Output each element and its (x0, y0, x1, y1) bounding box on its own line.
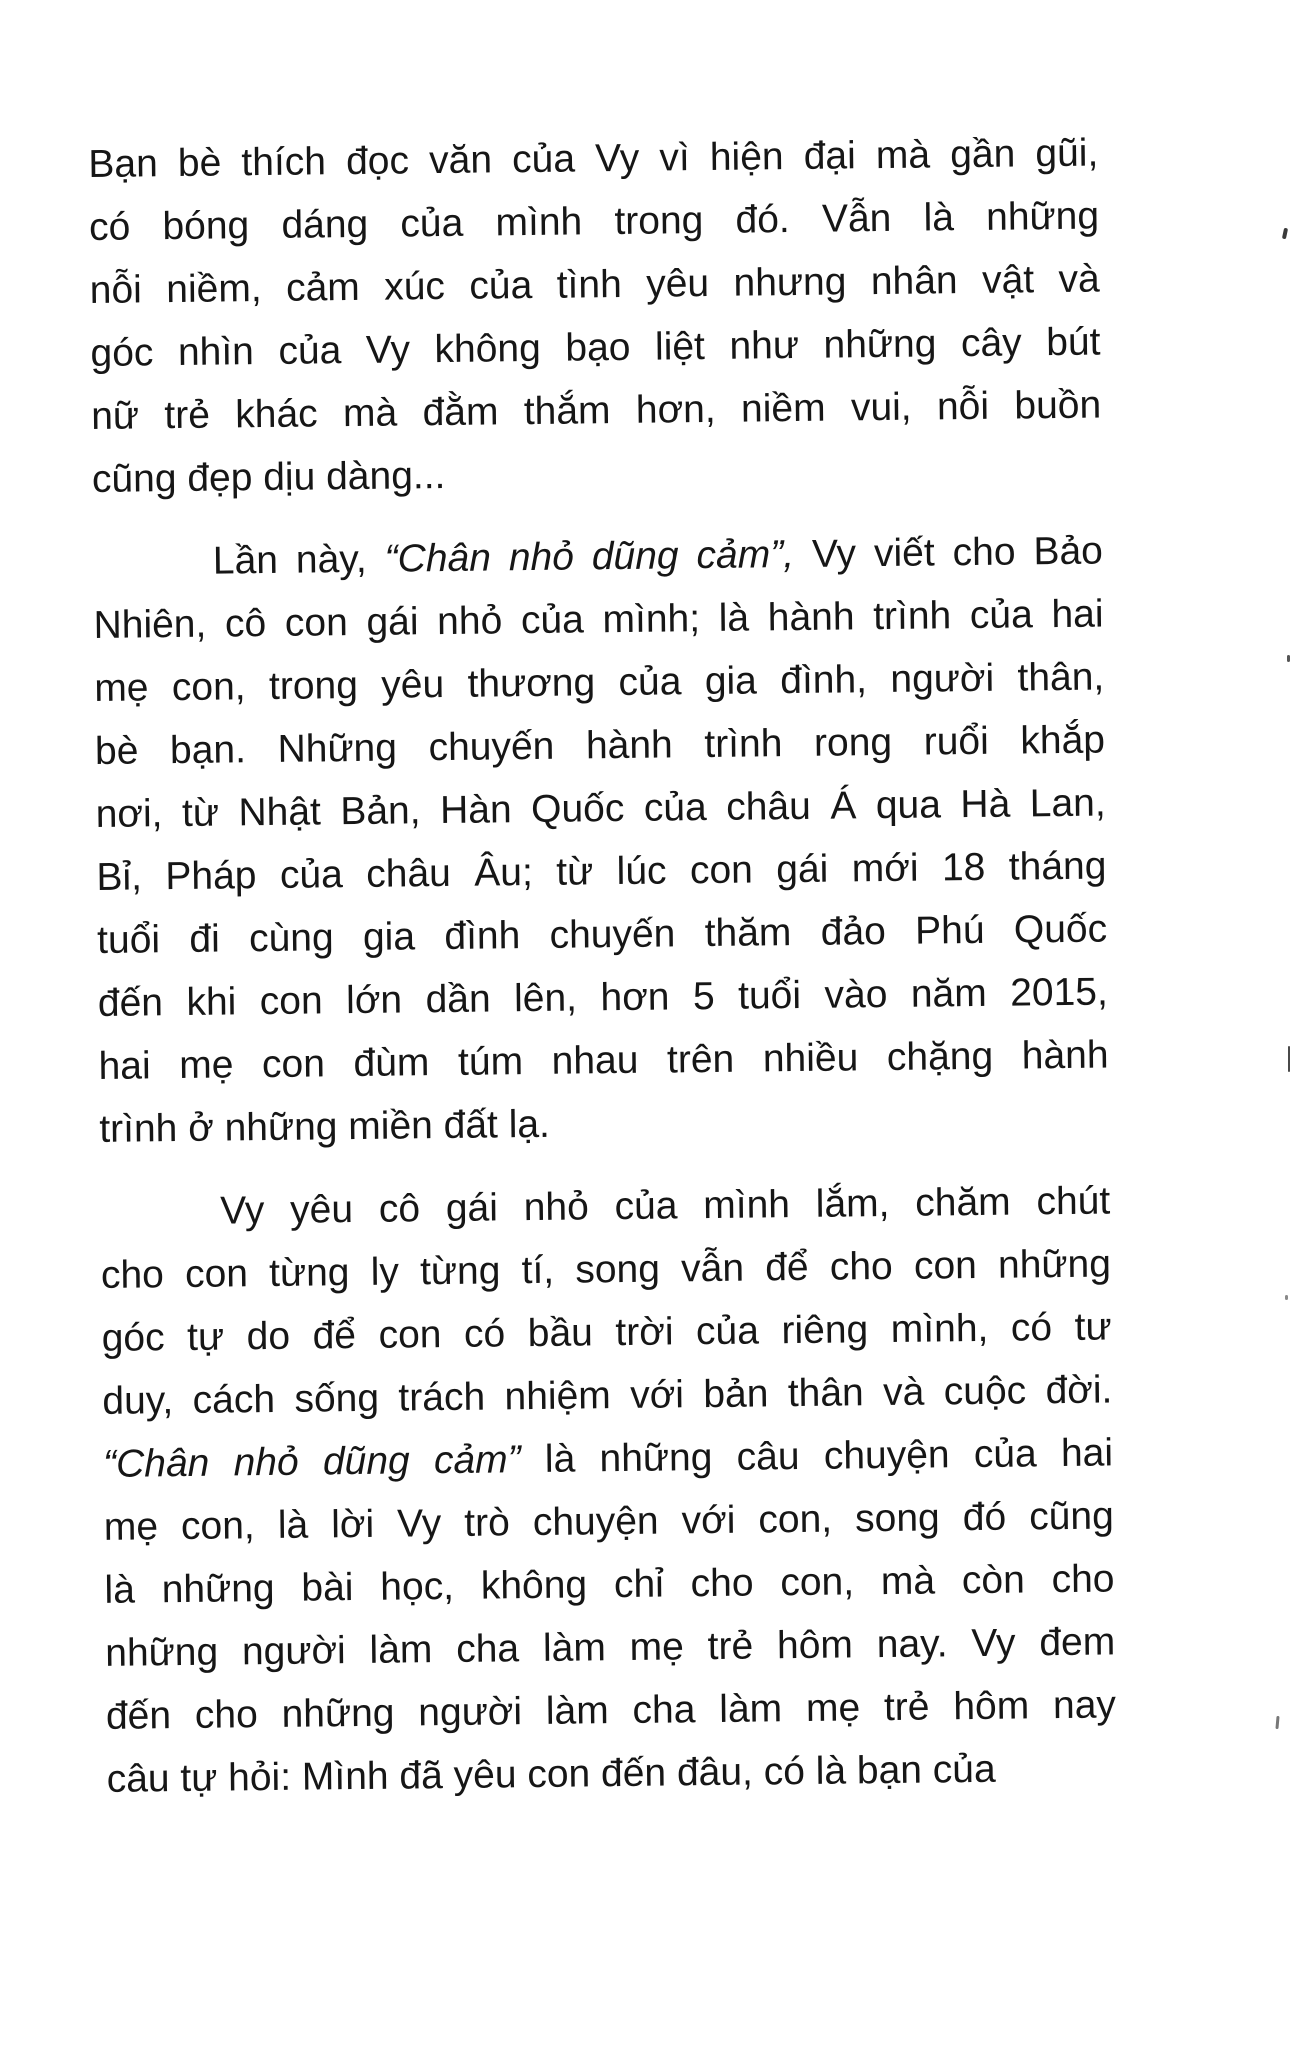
book-title-italic: “Chân nhỏ dũng cảm”, (384, 533, 795, 581)
text-segment: cho con từng ly từng tí, song vẫn để cho con những (100, 1242, 1112, 1297)
text-segment: là những câu chuyện của hai (520, 1431, 1114, 1482)
text-line (101, 1232, 1112, 1306)
scan-artifact (1282, 228, 1288, 240)
text-line (105, 1610, 1116, 1684)
text-line (98, 960, 1109, 1034)
text-line (102, 1358, 1113, 1432)
text-segment: có bóng dáng của mình trong đó. Vẫn là những (88, 194, 1100, 249)
text-line (89, 248, 1100, 322)
text-line (93, 583, 1104, 657)
text-segment: mẹ con, là lời Vy trò chuyện với con, song đó cũng (103, 1494, 1114, 1549)
text-segment: Bạn bè thích đọc văn của Vy vì hiện đại mà gần gũi, (88, 131, 1099, 186)
text-line (91, 374, 1102, 448)
text-segment: nơi, từ Nhật Bản, Hàn Quốc của châu Á qua Hà Lan, (95, 781, 1106, 836)
text-line (89, 185, 1100, 259)
text-line (103, 1484, 1114, 1558)
text-line (106, 1673, 1117, 1747)
text-line (97, 897, 1108, 971)
text-segment: Vy viết cho Bảo (793, 529, 1104, 577)
text-segment: câu tự hỏi: Mình đã yêu con đến đâu, có là bạn của (106, 1747, 996, 1801)
text-segment: duy, cách sống trách nhiệm với bản thân và cuộc đời. (102, 1368, 1113, 1423)
text-segment: nữ trẻ khác mà đằm thắm hơn, niềm vui, nỗi buồn (90, 383, 1102, 438)
text-line (101, 1295, 1112, 1369)
text-line (93, 520, 1104, 594)
text-segment: góc nhìn của Vy không bạo liệt như những cây bút (90, 320, 1101, 375)
text-segment: đến cho những người làm cha làm mẹ trẻ hôm nay (105, 1683, 1117, 1738)
text-line (104, 1547, 1115, 1621)
text-line (95, 772, 1106, 846)
text-line (88, 122, 1099, 196)
paragraph-2 (93, 520, 1110, 1161)
text-segment: tuổi đi cùng gia đình chuyến thăm đảo Phú Quốc (96, 907, 1108, 962)
text-segment: những người làm cha làm mẹ trẻ hôm nay. Vy đem (105, 1620, 1116, 1675)
paragraph-1 (88, 122, 1102, 511)
text-line (100, 1169, 1111, 1243)
text-segment: cũng đẹp dịu dàng... (91, 453, 446, 501)
book-title-italic: “Chân nhỏ dũng cảm” (102, 1438, 521, 1486)
scan-artifact (1275, 1716, 1279, 1729)
text-segment: trình ở những miền đất lạ. (99, 1102, 551, 1151)
text-line (95, 709, 1106, 783)
text-segment: Lần này, (212, 537, 385, 583)
text-segment: Bỉ, Pháp của châu Âu; từ lúc con gái mới 18 tháng (96, 844, 1107, 899)
scan-artifact (1287, 655, 1290, 662)
text-line (106, 1736, 1117, 1810)
text-segment: Nhiên, cô con gái nhỏ của mình; là hành trình của hai (93, 592, 1104, 647)
text-line (98, 1023, 1109, 1097)
text-line (90, 311, 1101, 385)
text-line (92, 437, 1103, 511)
text-segment: là những bài học, không chỉ cho con, mà còn cho (104, 1557, 1115, 1612)
text-line (94, 646, 1105, 720)
text-line (103, 1421, 1114, 1495)
text-segment: bè bạn. Những chuyến hành trình rong ruổi khắp (94, 718, 1106, 773)
text-segment: mẹ con, trong yêu thương của gia đình, người thân, (94, 655, 1105, 710)
text-segment: hai mẹ con đùm túm nhau trên nhiều chặng hành (98, 1033, 1109, 1088)
text-segment: Vy yêu cô gái nhỏ của mình lắm, chăm chút (219, 1179, 1111, 1233)
text-block (88, 122, 1117, 1811)
text-line (96, 834, 1107, 908)
text-segment: nỗi niềm, cảm xúc của tình yêu nhưng nhân vật và (89, 257, 1100, 312)
text-line (99, 1086, 1110, 1160)
text-segment: đến khi con lớn dần lên, hơn 5 tuổi vào năm 2015, (97, 970, 1109, 1025)
text-segment: góc tự do để con có bầu trời của riêng mình, có tư (101, 1305, 1112, 1360)
scan-artifact (1285, 1295, 1288, 1300)
scan-artifact (1288, 1046, 1290, 1072)
paragraph-3 (100, 1169, 1117, 1810)
